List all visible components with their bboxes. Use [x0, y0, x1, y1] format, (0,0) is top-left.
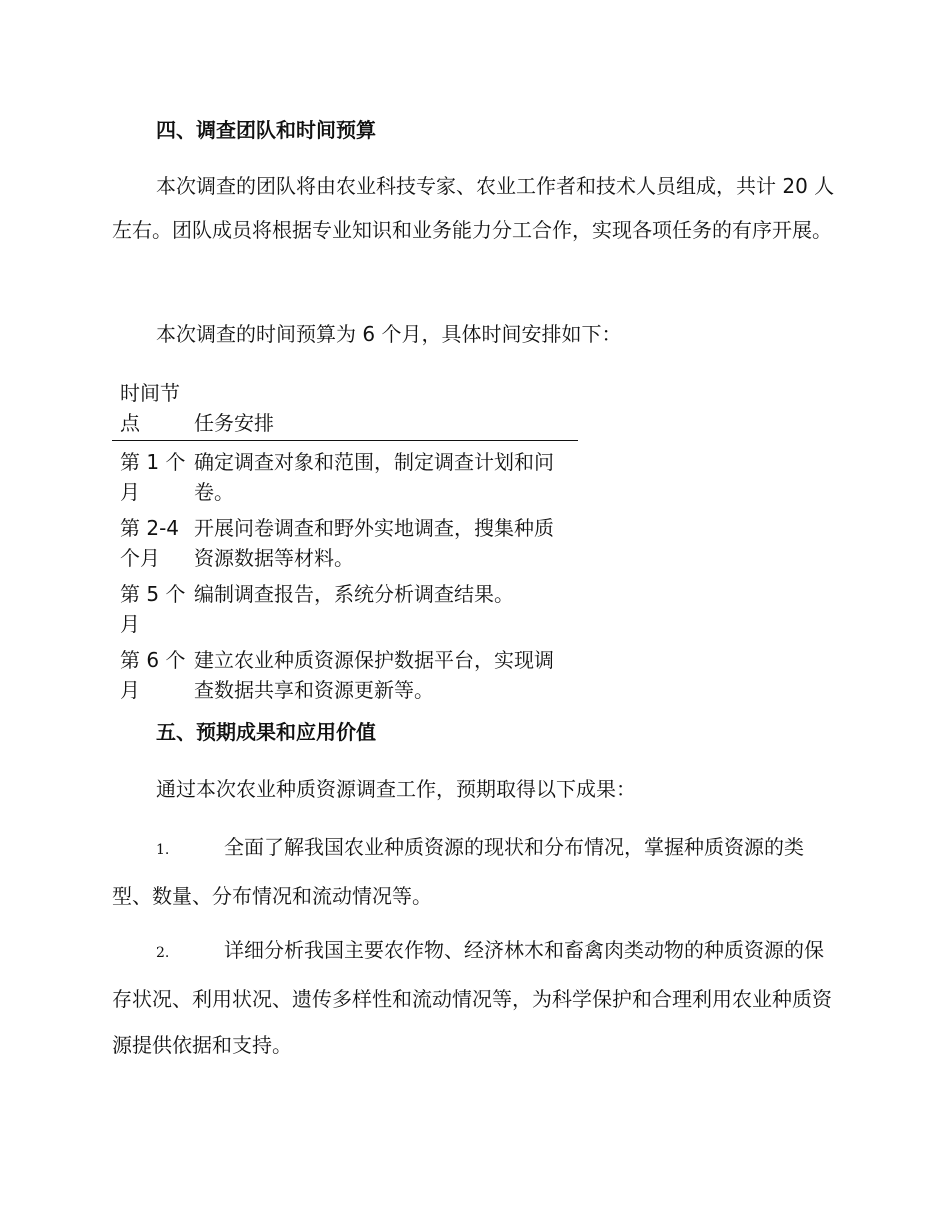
header-time: 时间节点 [120, 381, 180, 435]
table-row [112, 579, 578, 639]
row-time: 第 6 个月 [120, 648, 186, 702]
table-row [112, 447, 578, 507]
table-row [112, 645, 578, 705]
team-paragraph: 本次调查的团队将由农业科技专家、农业工作者和技术人员组成，共计 20 人左右。团队成员将根据专业知识和业务能力分工合作，实现各项任务的有序开展。 [112, 174, 835, 242]
section-4-heading: 四、调查团队和时间预算 [156, 118, 376, 142]
results-intro: 通过本次农业种质资源调查工作，预期取得以下成果： [156, 777, 636, 801]
section-5-heading: 五、预期成果和应用价值 [156, 720, 376, 744]
list-number: 1. [156, 842, 170, 858]
table-row [112, 513, 578, 573]
row-time: 第 5 个月 [120, 582, 186, 636]
schedule-table-header [112, 378, 578, 441]
row-task: 开展问卷调查和野外实地调查，搜集种质资源数据等材料。 [194, 516, 554, 570]
row-task: 确定调查对象和范围，制定调查计划和问卷。 [194, 450, 554, 504]
row-task: 编制调查报告，系统分析调查结果。 [194, 582, 514, 606]
row-time: 第 2-4 个月 [120, 516, 180, 570]
list-item: 1. 全面了解我国农业种质资源的现状和分布情况，掌握种质资源的类型、数量、分布情况和流动情况等。 [112, 824, 840, 919]
list-number: 2. [156, 945, 170, 961]
header-task: 任务安排 [194, 411, 274, 435]
schedule-table [112, 378, 578, 711]
row-task: 建立农业种质资源保护数据平台，实现调查数据共享和资源更新等。 [194, 648, 554, 702]
row-time: 第 1 个月 [120, 450, 186, 504]
budget-paragraph: 本次调查的时间预算为 6 个月，具体时间安排如下： [156, 322, 622, 346]
list-item: 2. 详细分析我国主要农作物、经济林木和畜禽肉类动物的种质资源的保存状况、利用状况、遗传多样性和流动情况等，为科学保护和合理利用农业种质资源提供依据和支持。 [112, 927, 840, 1068]
